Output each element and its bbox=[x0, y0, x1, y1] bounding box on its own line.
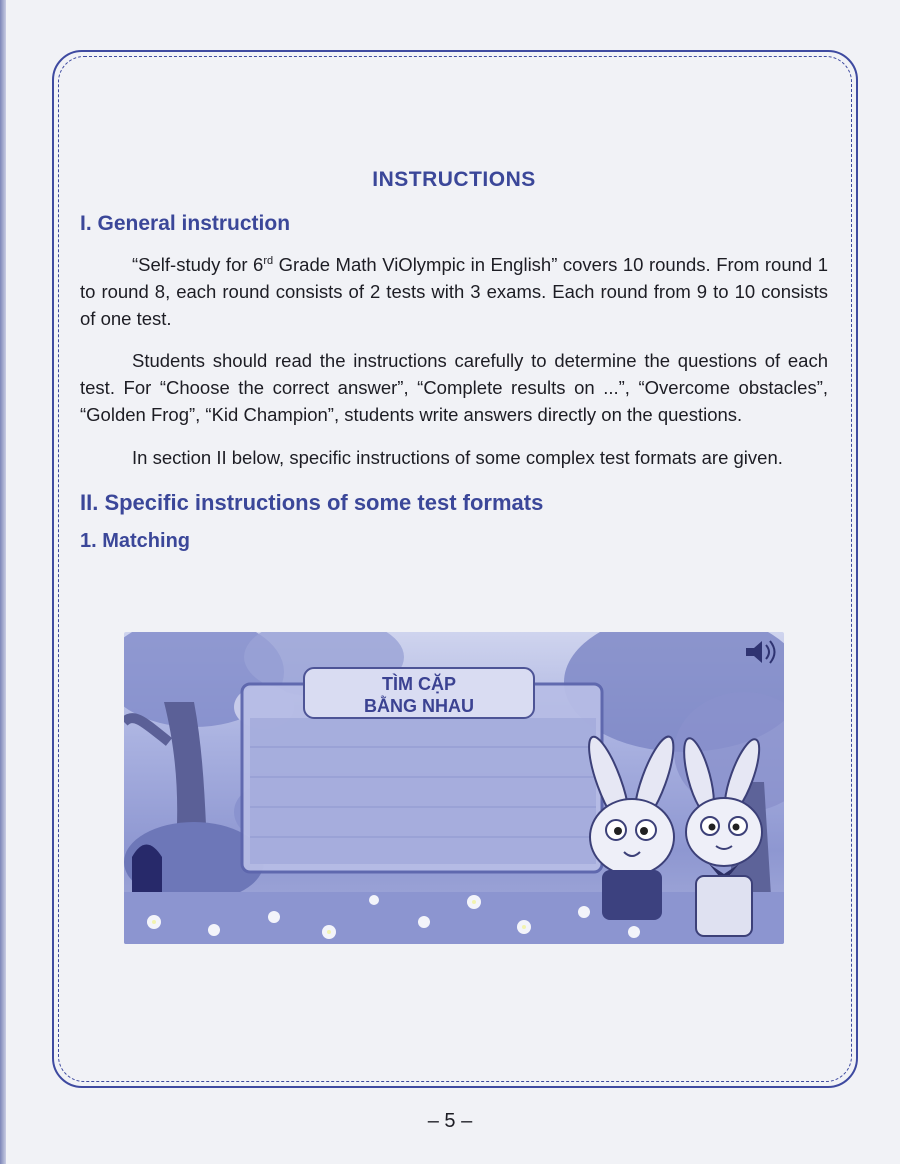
page-content bbox=[80, 168, 828, 567]
paragraph-read-instructions: Students should read the instructions carefully to determine the questions of each test. For “Choose the correct answer”, “Complete results on ...”, “Overcome obstacles”, “Golden Frog”, “Kid Champion”, students write answers directly on the questions. bbox=[80, 350, 828, 426]
game-illustration bbox=[124, 632, 784, 944]
paragraph-section-ii: In section II below, specific instructions of some complex test formats are given. bbox=[132, 446, 783, 468]
page-number: – 5 – bbox=[427, 1110, 473, 1132]
matching-game-screenshot bbox=[124, 632, 784, 944]
page-title: INSTRUCTIONS bbox=[372, 168, 536, 191]
paragraph-rounds: “Self-study for 6rd Grade Math ViOlympic in English” covers 10 rounds. From round 1 to round 8, each round consists of 2 tests with 3 exams. Each round from 9 to 10 consists of one test. bbox=[80, 254, 828, 329]
section-general-heading: I. General instruction bbox=[80, 212, 291, 235]
subsection-matching-heading: 1. Matching bbox=[80, 529, 191, 552]
section-specific-heading: II. Specific instructions of some test formats bbox=[80, 489, 544, 515]
game-logo-line2: BẰNG NHAU bbox=[364, 696, 474, 716]
game-logo-line1: TÌM CẶP bbox=[382, 674, 456, 694]
book-spine-shadow bbox=[0, 0, 6, 1164]
